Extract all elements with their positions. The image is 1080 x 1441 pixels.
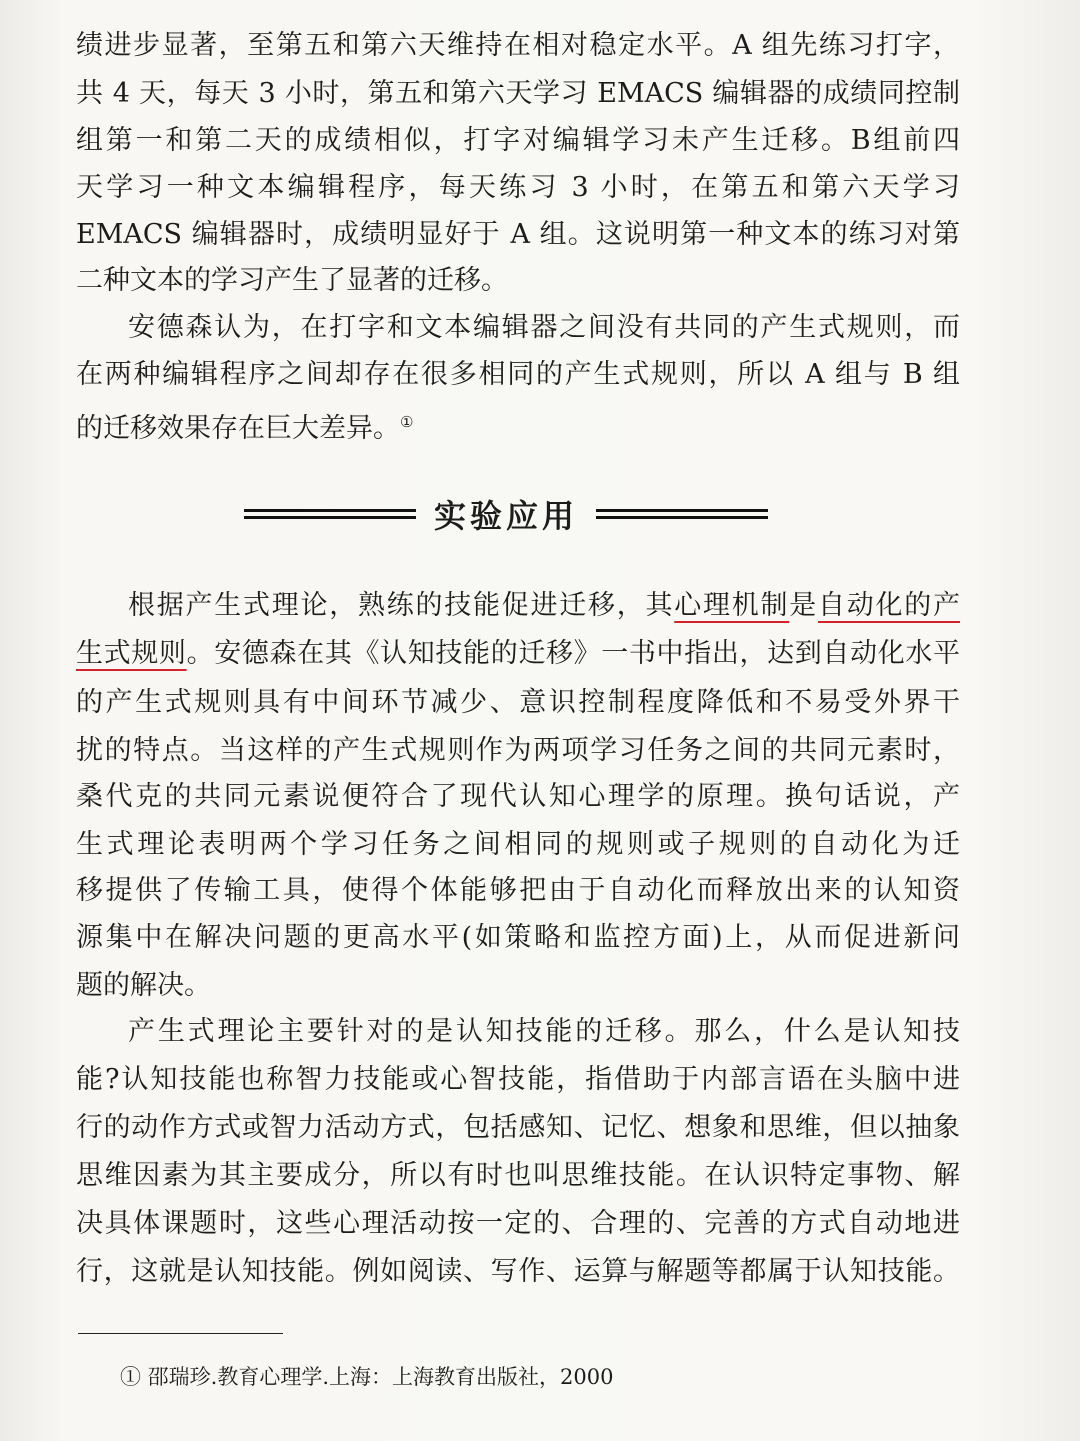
red-underlined-text: 心理机制 <box>674 590 790 621</box>
text-line: 产生式理论主要针对的是认知技能的迁移。那么，什么是认知技 <box>128 1016 960 1047</box>
text-line: 绩进步显著，至第五和第六天维持在相对稳定水平。A 组先练习打字， <box>76 30 960 61</box>
text-line <box>76 636 960 672</box>
text-line: 生式理论表明两个学习任务之间相同的规则或子规则的自动化为迁 <box>76 829 960 860</box>
text-line: 思维因素为其主要成分，所以有时也叫思维技能。在认识特定事物、解 <box>76 1160 960 1191</box>
text-line: 天学习一种文本编辑程序，每天练习 3 小时，在第五和第六天学习 <box>76 172 960 203</box>
text-line <box>76 404 960 444</box>
footnote-divider <box>78 1333 283 1334</box>
text-segment: 。安德森在其《认知技能的迁移》一书中指出，达到自动化水平 <box>186 638 961 669</box>
text-line: 在两种编辑程序之间却存在很多相同的产生式规则，所以 A 组与 B 组 <box>76 359 960 390</box>
text-line: 行的动作方式或智力活动方式，包括感知、记忆、想象和思维，但以抽象 <box>76 1112 960 1143</box>
footnote-marker: ① <box>400 413 414 431</box>
text-line: 桑代克的共同元素说便符合了现代认知心理学的原理。换句话说，产 <box>76 781 960 812</box>
text-line: 安德森认为，在打字和文本编辑器之间没有共同的产生式规则，而 <box>128 312 960 343</box>
text-line: 题的解决。 <box>76 970 211 1001</box>
section-heading <box>244 492 768 536</box>
text-segment: 的迁移效果存在巨大差异。 <box>76 413 400 444</box>
text-line: 二种文本的学习产生了显著的迁移。 <box>76 265 508 296</box>
text-line: 扰的特点。当这样的产生式规则作为两项学习任务之间的共同元素时， <box>76 735 960 766</box>
text-line: 能?认知技能也称智力技能或心智技能，指借助于内部言语在头脑中进 <box>76 1064 960 1095</box>
text-line: 组第一和第二天的成绩相似，打字对编辑学习未产生迁移。B组前四 <box>76 125 960 156</box>
text-line: 决具体课题时，这些心理活动按一定的、合理的、完善的方式自动地进 <box>76 1208 960 1239</box>
text-line: 源集中在解决问题的更高水平(如策略和监控方面)上，从而促进新问 <box>76 922 960 953</box>
text-line: 移提供了传输工具，使得个体能够把由于自动化而释放出来的认知资 <box>76 875 960 906</box>
section-title: 实验应用 <box>433 497 578 535</box>
heading-rule-left <box>244 509 416 519</box>
red-underlined-text: 自动化的产 <box>818 590 960 621</box>
text-line: 共 4 天，每天 3 小时，第五和第六天学习 EMACS 编辑器的成绩同控制 <box>76 78 960 109</box>
heading-rule-right <box>596 509 768 519</box>
text-line: EMACS 编辑器时，成绩明显好于 A 组。这说明第一种文本的练习对第 <box>76 219 960 250</box>
red-underlined-text: 生式规则 <box>76 638 187 669</box>
text-line <box>76 588 960 624</box>
text-segment: 是 <box>789 590 818 621</box>
text-line: 的产生式规则具有中间环节减少、意识控制程度降低和不易受外界干 <box>76 687 960 718</box>
footnote: ① 邵瑞珍.教育心理学.上海：上海教育出版社，2000 <box>120 1365 614 1389</box>
text-segment: 根据产生式理论，熟练的技能促进迁移，其 <box>128 590 675 621</box>
text-line: 行，这就是认知技能。例如阅读、写作、运算与解题等都属于认知技能。 <box>76 1256 960 1287</box>
